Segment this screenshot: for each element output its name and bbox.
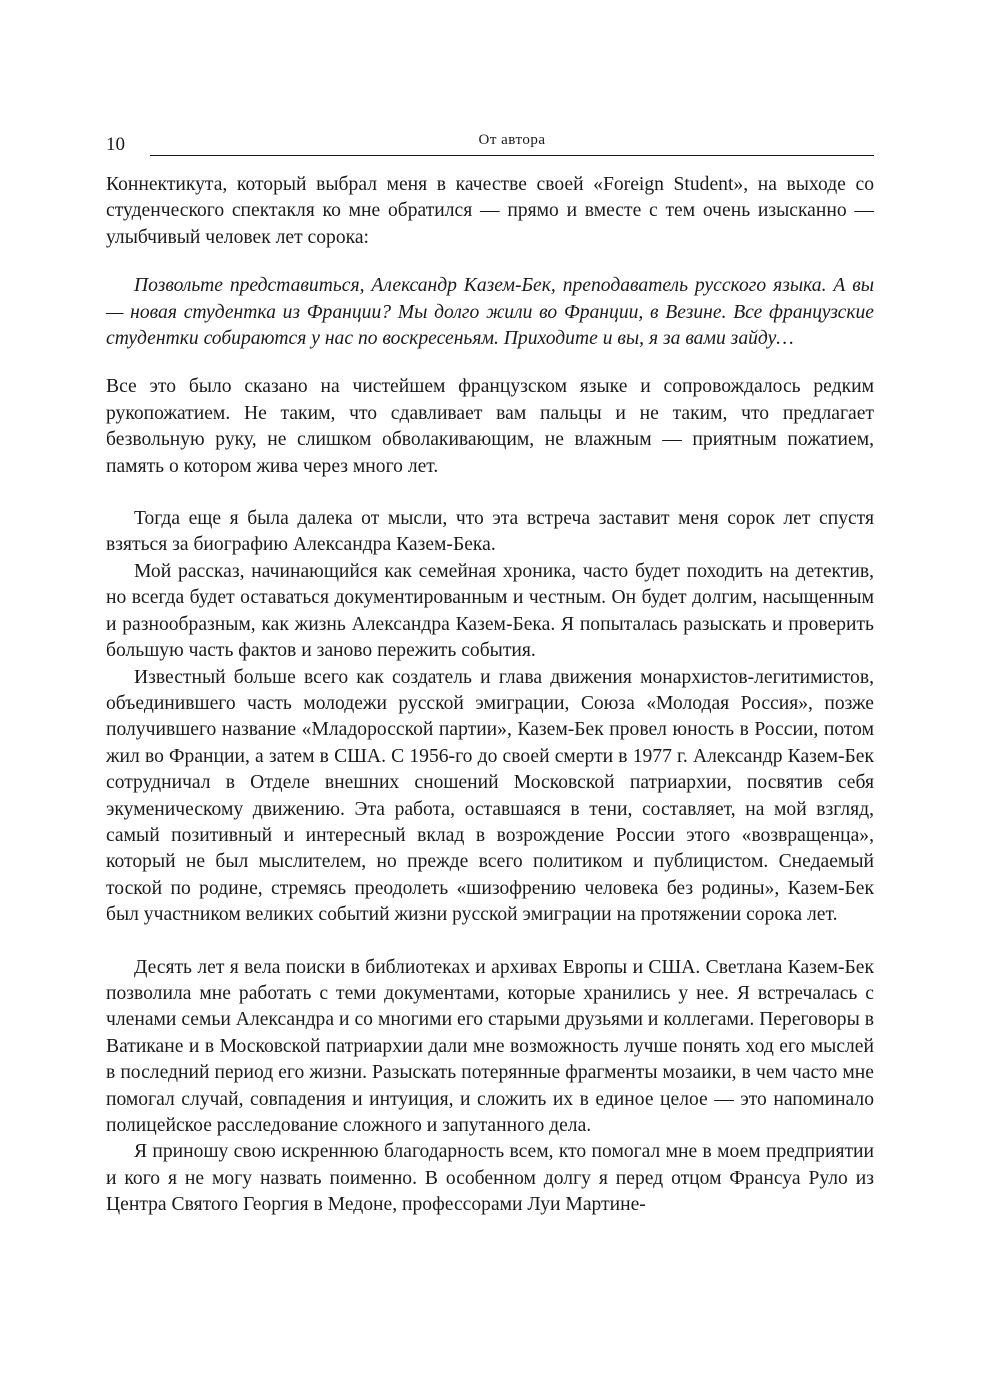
quoted-speech: Позвольте представиться, Александр Казем-Бек, преподаватель русского языка. А вы — новая студентка из Франции? Мы долго жили во Франции, в Везине. Все французские студентки собираются у нас по воскресеньям. Приходите и вы, я за вами зайду…: [106, 275, 874, 350]
running-head-title: От автора: [478, 132, 546, 148]
paragraph: Десять лет я вела поиски в библиотеках и архивах Европы и США. Светлана Казем-Бек позволила мне работать с теми документами, которые хранились у нее. Я встречалась с членами семьи Александра и со многими его старыми друзьями и коллегами. Переговоры в Ватикане и в Московской патриархии дали мне возможность лучше понять ход его мыслей в последний период его жизни. Разыскать потерянные фрагменты мозаики, в чем часто мне помогал случай, совпадения и интуиция, и сложить их в единое целое — это напоминало полицейское расследование сложного и запутанного дела.: [106, 956, 874, 1136]
paragraph: Я приношу свою искреннюю благодарность всем, кто помогал мне в моем предприятии и кого я не могу назвать поименно. В особенном долгу я перед отцом Франсуа Руло из Центра Святого Георгия в Медоне, профессорами Луи Мартине-: [106, 1141, 874, 1216]
body-text: [106, 172, 874, 1219]
running-head: [106, 130, 874, 156]
book-page: [106, 130, 874, 1219]
header-rule: [150, 155, 874, 156]
page-number: 10: [106, 134, 125, 155]
paragraph: Все это было сказано на чистейшем французском языке и сопровождалось редким рукопожатием. Не таким, что сдавливает вам пальцы и не таким, что предлагает безвольную руку, не слишком обволакивающим, не влажным — приятным пожатием, память о котором жива через много лет.: [106, 376, 874, 477]
paragraph-continuation: Коннектикута, который выбрал меня в качестве своей «Foreign Student», на выходе со студенческого спектакля ко мне обратился — прямо и вместе с тем очень изысканно — улыбчивый человек лет сорока:: [106, 174, 874, 248]
paragraph: Мой рассказ, начинающийся как семейная хроника, часто будет походить на детектив, но всегда будет оставаться документированным и честным. Он будет долгим, насыщенным и разнообразным, как жизнь Александра Казем-Бека. Я попыталась разыскать и проверить большую часть фактов и заново пережить события.: [106, 560, 874, 662]
paragraph: Тогда еще я была далека от мысли, что эта встреча заставит меня сорок лет спустя взяться за биографию Александра Казем-Бека.: [106, 508, 874, 556]
paragraph: Известный больше всего как создатель и глава движения монархистов-легитимистов, объединившего часть молодежи русской эмиграции, Союза «Молодая Россия», позже получившего название «Младоросской партии», Казем-Бек провел юность в России, потом жил во Франции, а затем в США. С 1956-го до своей смерти в 1977 г. Александр Казем-Бек сотрудничал в Отделе внешних сношений Московской патриархии, посвятив себя экуменическому движению. Эта работа, оставшаяся в тени, составляет, на мой взгляд, самый позитивный и интересный вклад в возрождение России этого «возвращенца», который не был мыслителем, но прежде всего политиком и публицистом. Снедаемый тоской по родине, стремясь преодолеть «шизофрению человека без родины», Казем-Бек был участником великих событий жизни русской эмиграции на протяжении сорока лет.: [106, 666, 874, 926]
